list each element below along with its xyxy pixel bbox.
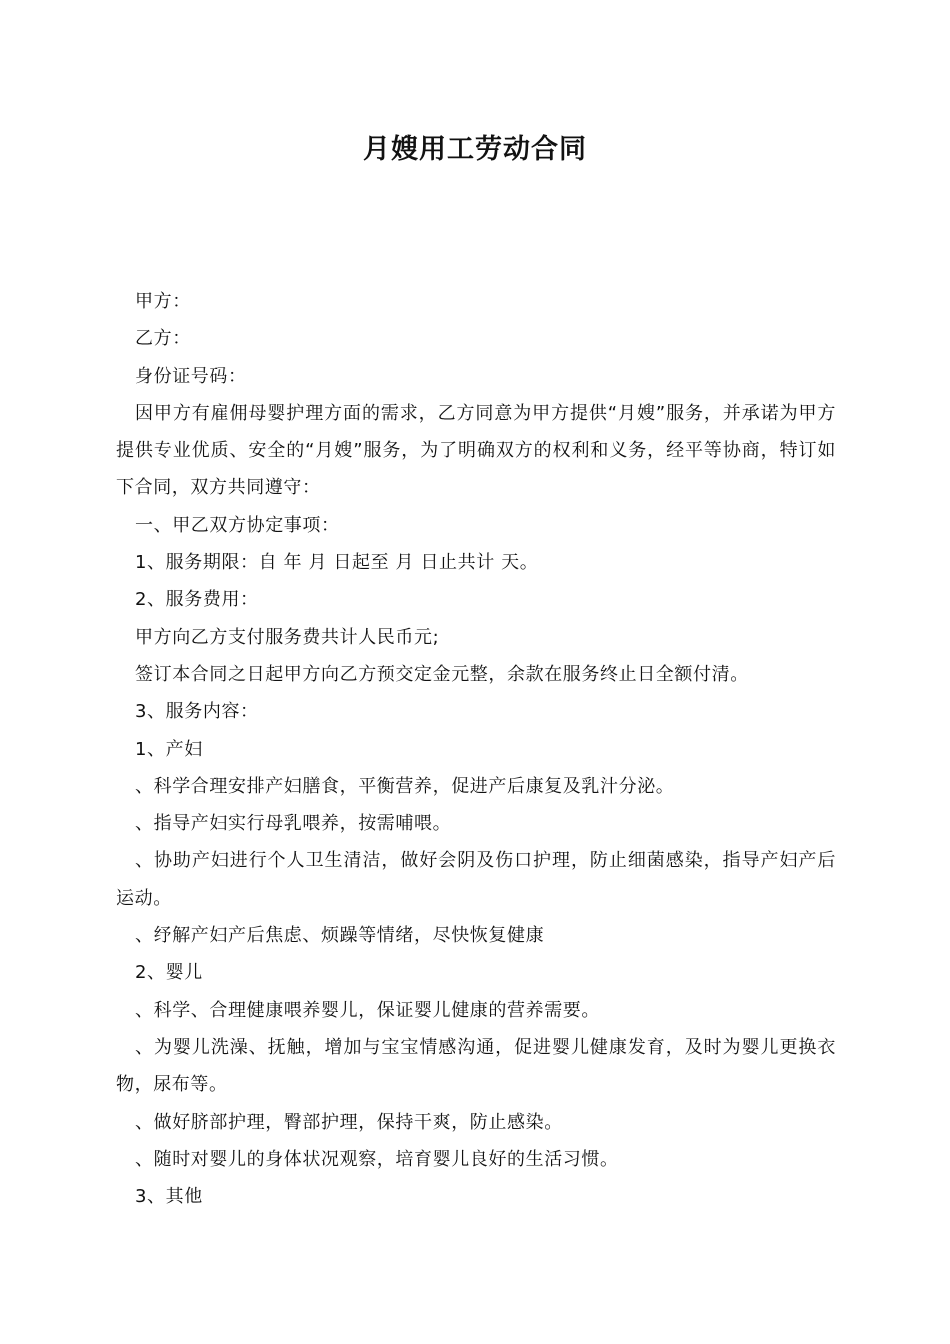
- list-item: 、做好脐部护理，臀部护理，保持干爽，防止感染。: [135, 1111, 563, 1133]
- list-item: 、科学、合理健康喂养婴儿，保证婴儿健康的营养需要。: [135, 999, 600, 1021]
- clause-service-content: 3、服务内容：: [135, 701, 259, 723]
- subheading-other: 3、其他: [135, 1186, 203, 1208]
- deposit-line: 签订本合同之日起甲方向乙方预交定金元整，余款在服务终止日全额付清。: [135, 663, 749, 685]
- preamble-paragraph: 因甲方有雇佣母婴护理方面的需求，乙方同意为甲方提供“月嫂”服务，并承诺为甲方提供专业优质、安全的“月嫂”服务，为了明确双方的权利和义务，经平等协商，特订如下合同，双方共同遵守：: [116, 402, 836, 499]
- list-item: 、纾解产妇产后焦虑、烦躁等情绪，尽快恢复健康: [135, 925, 545, 947]
- list-item: 、指导产妇实行母乳喂养，按需哺喂。: [135, 813, 452, 835]
- document-body: [116, 283, 836, 1215]
- list-item: 、协助产妇进行个人卫生清洁，做好会阴及伤口护理，防止细菌感染，指导产妇产后运动。: [116, 850, 836, 909]
- list-item: 、为婴儿洗澡、抚触，增加与宝宝情感沟通，促进婴儿健康发育，及时为婴儿更换衣物，尿布等。: [116, 1036, 836, 1096]
- clause-service-fee: 2、服务费用：: [135, 589, 259, 611]
- list-item: 、随时对婴儿的身体状况观察，培育婴儿良好的生活习惯。: [135, 1148, 619, 1170]
- party-a-line: 甲方：: [135, 291, 191, 312]
- party-b-line: 乙方：: [135, 328, 191, 350]
- fee-total-line: 甲方向乙方支付服务费共计人民币元;: [135, 626, 440, 648]
- section-heading-agreed-items: 一、甲乙双方协定事项：: [135, 514, 340, 536]
- subheading-baby: 2、婴儿: [135, 962, 203, 984]
- id-number-line: 身份证号码：: [135, 365, 247, 387]
- clause-service-period: 1、服务期限：自 年 月 日起至 月 日止共计 天。: [135, 552, 539, 574]
- subheading-mother: 1、产妇: [135, 738, 203, 760]
- document-title: 月嫂用工劳动合同: [363, 134, 587, 165]
- list-item: 、科学合理安排产妇膳食，平衡营养，促进产后康复及乳汁分泌。: [135, 775, 675, 797]
